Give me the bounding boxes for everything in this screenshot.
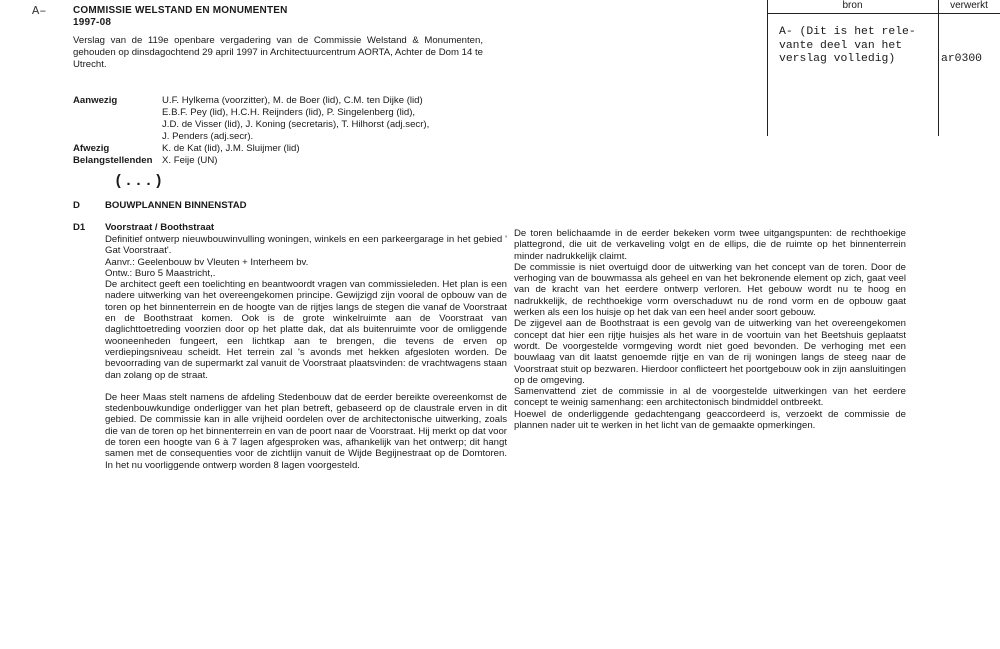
table-header-rule (767, 13, 1000, 14)
organisation-name: COMMISSIE WELSTAND EN MONUMENTEN (73, 5, 288, 16)
present-line: E.B.F. Pey (lid), H.C.H. Reijnders (lid), P. Singelenberg (lid), (162, 107, 416, 118)
omission-ellipsis: (...) (114, 173, 165, 190)
paragraph: De commissie is niet overtuigd door de uitwerking van het concept van de toren. Door de verhoging van de bouwmassa als geheel en van het bekronende element op zich, gaat veel van de kracht van het eerdere ontwerp verloren. Het gebouw wordt nu te hoog en nadrukkelijk, de rechthoekige vorm overschaduwt nu de rond vorm en de opbouw gaat werken als een los huisje op het dak van een heel ander soort gebouw. (514, 261, 906, 319)
source-note: A- (Dit is het rele- vante deel van het verslag volledig) (779, 26, 916, 65)
paragraph: Hoewel de onderliggende gedachtengang geaccordeerd is, verzoekt de commissie de plannen nader uit te werken in het licht van de gemaakte opmerkingen. (514, 408, 906, 432)
present-list (162, 95, 492, 143)
table-column-divider (938, 0, 939, 136)
item-title: Voorstraat / Boothstraat (105, 222, 215, 233)
present-line: J. Penders (adj.secr). (162, 131, 254, 142)
reference-number: 1997-08 (73, 17, 112, 28)
paragraph: De heer Maas stelt namens de afdeling Stedenbouw dat de eerder bereikte overeenkomst de stedenbouwkundige onderligger van het plan betreft, gebaseerd op de claustrale erven in dit gebied. De commissie kan in alle vrijheid oordelen over de architectonische uitwerking, zoals die van de toren op het binnenterrein en van de poort naar de Voorstraat. Hij merkt op dat voor de toren een hoogte van 6 à 7 lagen afgesproken was, afhankelijk van het ontwerp; dit hangt samen met de consequenties voor de zichtlijn vanuit de Wijde Begijnestraat op de Domtoren. In het nu voorliggende ontwerp worden 8 lagen voorgesteld. (105, 391, 507, 471)
stakeholders-label: Belangstellenden (73, 155, 153, 166)
item-code: D1 (73, 222, 86, 233)
present-line: J.D. de Visser (lid), J. Koning (secretaris), T. Hilhorst (adj.secr), (162, 119, 430, 130)
absent-label: Afwezig (73, 143, 110, 154)
present-label: Aanwezig (73, 95, 118, 106)
document-header (73, 5, 288, 29)
present-line: U.F. Hylkema (voorzitter), M. de Boer (lid), C.M. ten Dijke (lid) (162, 95, 423, 106)
paragraph-gap (105, 381, 507, 392)
paragraph: De zijgevel aan de Boothstraat is een gevolg van de uitwerking van het overeengekomen concept dat hier een rijtje huisjes als het ware in de voortuin van het Beetshuis geplaatst wordt. De voorgestelde vormgeving wordt niet goed bevonden. De verhoging met een bouwlaag van dit laatst genoemde rijtje en van de rij woningen langs de steeg naar de Voorstraat stuit op bezwaren. Hierdoor conflicteert het poortgebouw ook in zijn aansluitingen op de omgeving. (514, 318, 906, 386)
processed-code: ar0300 (941, 53, 983, 65)
annotation-table (767, 0, 1000, 136)
source-mark: A– (32, 4, 47, 18)
meeting-intro: Verslag van de 119e openbare vergadering van de Commissie Welstand & Monumenten, gehouden op dinsdagochtend 29 april 1997 in Architectuurcentrum AORTA, Achter de Dom 14 te Utrecht. (73, 35, 483, 70)
item-body-left (105, 234, 507, 471)
section-title: BOUWPLANNEN BINNENSTAD (105, 200, 247, 211)
paragraph: De toren belichaamde in de eerder bekeken vorm twee uitgangspunten: de rechthoekige plattegrond, die uit de verkaveling volgt en de ellips, die de ruimte op het binnenterrein minder nadrukkelijk claimt. (514, 228, 906, 262)
column-header-bron: bron (842, 0, 863, 11)
item-body-right (514, 228, 906, 431)
paragraph: De architect geeft een toelichting en beantwoordt vragen van commissieleden. Het plan is een nadere uitwerking van het overeengekomen principe. Gewijzigd zijn vooral de opbouw van de toren op het binnenterrein en de hoogte van de rijtjes langs de stegen die vanaf de Voorstraat en de Boothstraat komen. Ook is de grote winkelruimte aan de Voorstraat van daglichttoetreding voorzien door op het platte dak, dat als buitenruimte voor de omliggende wooneenheden fungeert, een lichtkap aan te brengen, die tevens de erven op verdiepingsniveau scheidt. Het terrein zal 's avonds met hekken afgesloten worden. De bevoorrading van de supermarkt zal vanuit de Voorstraat plaatsvinden: de vrachtwagens staan dan zolang op de straat. (105, 279, 507, 381)
table-border-left (767, 0, 768, 136)
paragraph: Ontw.: Buro 5 Maastricht,. (105, 267, 216, 279)
paragraph: Definitief ontwerp nieuwbouwinvulling woningen, winkels en een parkeergarage in het gebied ' Gat Voorstraat'. (105, 234, 507, 257)
column-header-verwerkt: verwerkt (950, 0, 988, 11)
stakeholders-list: X. Feije (UN) (162, 155, 218, 166)
paragraph: Samenvattend ziet de commissie in al de voorgestelde uitwerkingen van het eerdere concept te weinig samenhang: een architectonisch bindmiddel ontbreekt. (514, 386, 906, 409)
section-code: D (73, 200, 80, 211)
paragraph: Aanvr.: Geelenbouw bv Vleuten + Interheem bv. (105, 256, 309, 268)
absent-list: K. de Kat (lid), J.M. Sluijmer (lid) (162, 143, 300, 154)
